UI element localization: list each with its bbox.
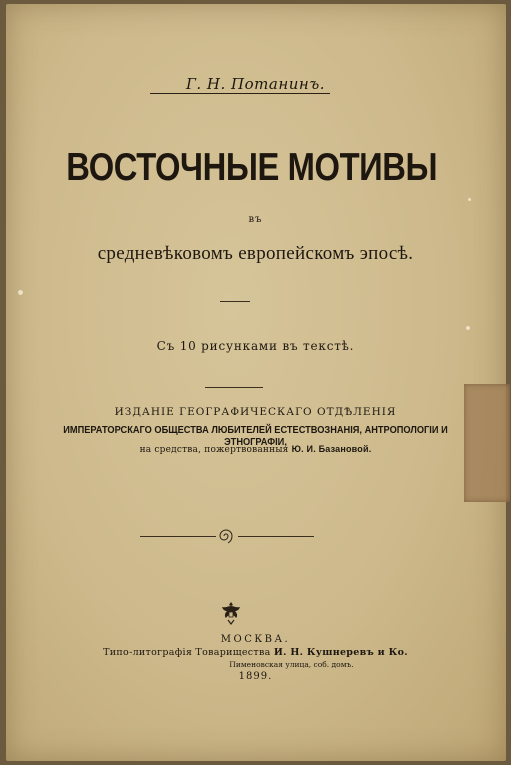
book-subtitle: средневѣковомъ европейскомъ эпосѣ.	[97, 243, 414, 264]
press-address: Пименовская улица, соб. домъ.	[229, 660, 354, 669]
author-name: Г. Н. Потанинъ.	[185, 75, 326, 93]
title-conjunction: въ	[248, 214, 263, 225]
double-headed-eagle-icon	[220, 600, 242, 626]
press-line	[0, 647, 511, 658]
funding-name: Ю. И. Базановой.	[291, 444, 372, 454]
ornament-line-left	[140, 536, 216, 537]
divider-short	[220, 301, 250, 302]
paper-speck	[466, 326, 470, 330]
book-title: ВОСТОЧНЫЕ МОТИВЫ	[66, 146, 438, 189]
illustrations-note: Съ 10 рисунками въ текстѣ.	[156, 339, 355, 353]
publication-year: 1899.	[238, 671, 273, 682]
publisher-line-1: ИЗДАНІЕ ГЕОГРАФИЧЕСКАГО ОТДѢЛЕНІЯ	[114, 406, 397, 418]
ornament-swirl-icon	[216, 527, 236, 545]
funding-prefix: на средства, пожертвованныя	[139, 445, 289, 455]
publication-city: МОСКВА.	[220, 634, 291, 645]
ornament-line-right	[238, 536, 314, 537]
funding-line	[0, 444, 511, 455]
divider-medium	[205, 387, 263, 388]
paper-speck	[18, 290, 23, 295]
press-prefix: Типо-литографія Товарищества	[103, 647, 271, 658]
press-name: И. Н. Кушнеревъ и Ко.	[273, 647, 408, 658]
publisher-line-2: ИМПЕРАТОРСКАГО ОБЩЕСТВА ЛЮБИТЕЛЕЙ ЕСТЕСТВОЗНАНІЯ, АНТРОПОЛОГІИ И ЭТНОГРАФІИ,	[63, 424, 448, 448]
paper-speck	[468, 198, 471, 201]
